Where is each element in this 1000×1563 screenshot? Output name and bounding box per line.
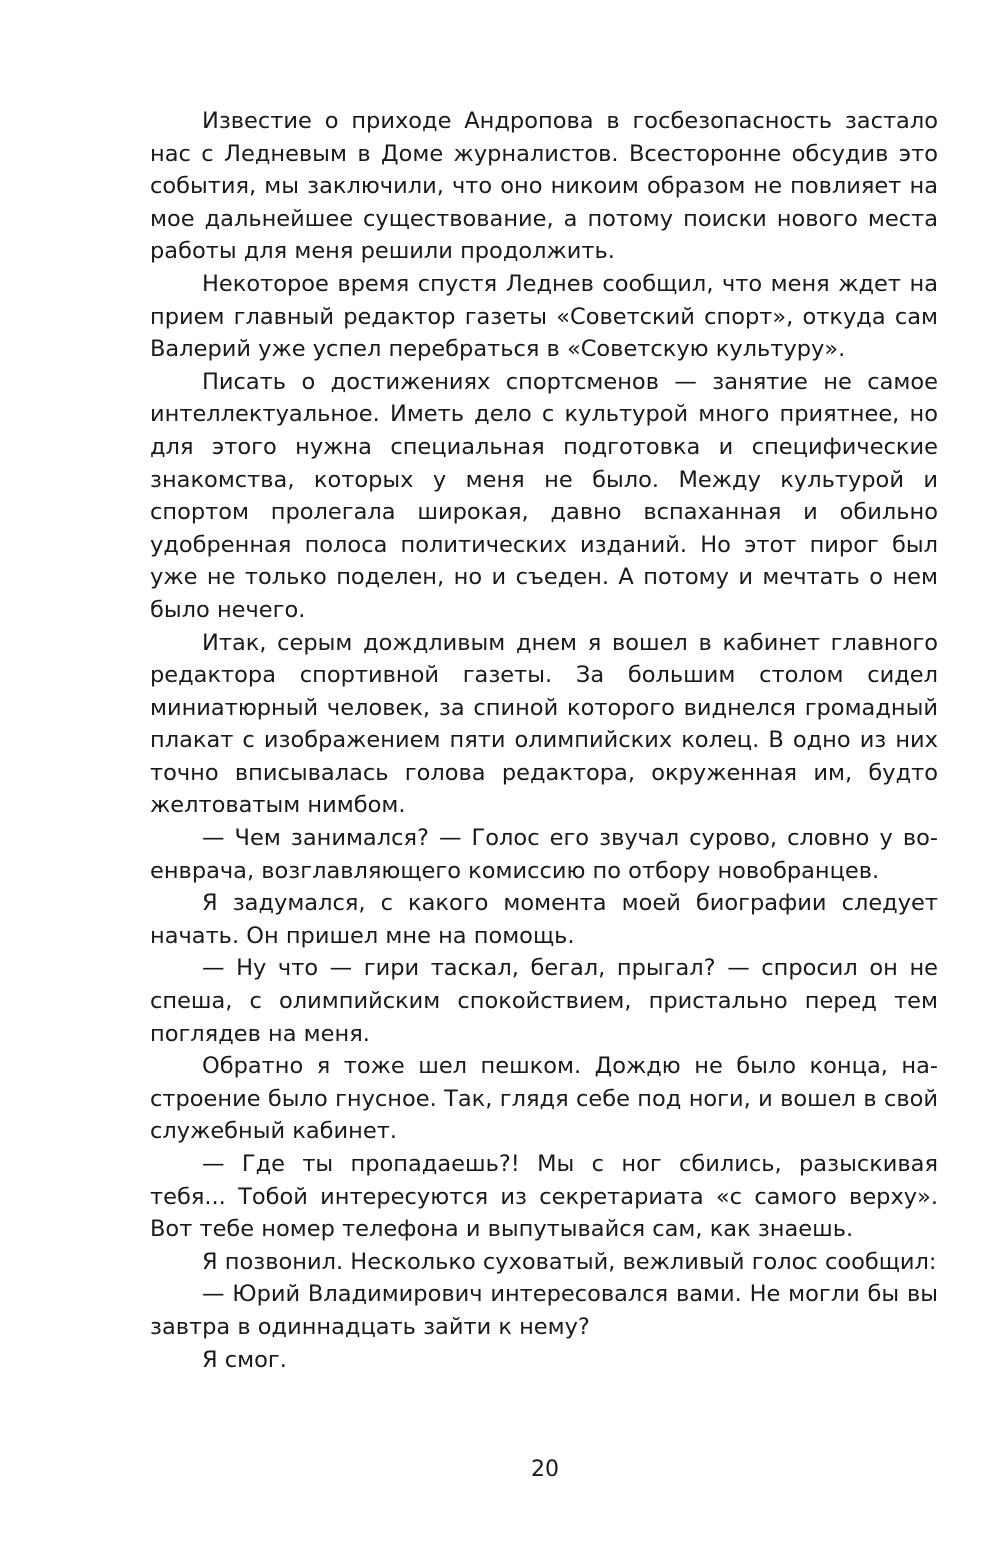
- paragraph: Я позвонил. Несколько суховатый, вежливый голос сообщил:: [202, 1248, 937, 1275]
- paragraph: Писать о достижениях спортсменов — занятие не самое интеллектуальное. Иметь дело с культурой много приятнее, но для этого нужна специальная подготовка и специфические знакомства, которых у меня не было. Между культурой и спортом пролегала широкая, давно вспаханная и обильно удобренная полоса политических изданий. Но этот пирог был уже не только поделен, но и съеден. А потому и мечтать о нем было нечего.: [150, 368, 938, 623]
- dialogue-paragraph: — Ну что — гири таскал, бегал, прыгал? — спросил он не спеша, с олимпийским спокойствием, пристально перед тем поглядев на меня.: [150, 955, 938, 1047]
- dialogue-paragraph: — Чем занимался? — Голос его звучал сурово, словно у военврача, возглавляющего комиссию по отбору новобранцев.: [150, 825, 938, 884]
- paragraph: Обратно я тоже шел пешком. Дождю не было конца, настроение было гнусное. Так, глядя себе под ноги, и вошел в свой служебный кабинет.: [150, 1053, 938, 1145]
- paragraph: Известие о приходе Андропова в госбезопасность застало нас с Ледневым в Доме журналистов. Всесторонне обсудив это события, мы заключили, что оно никоим образом не повлияет на мое дальнейшее существование, а потому поиски нового места работы для меня решили продолжить.: [150, 108, 938, 265]
- paragraph: Я задумался, с какого момента моей биографии следует начать. Он пришел мне на помощь.: [150, 890, 938, 949]
- book-page-text: [150, 105, 938, 1376]
- paragraph: Итак, серым дождливым днем я вошел в кабинет главного редактора спортивной газеты. За большим столом сидел миниатюрный человек, за спиной которого виднелся громадный плакат с изображением пяти олимпийских колец. В одно из них точно вписывалась голова редактора, окруженная им, будто желтоватым нимбом.: [150, 629, 938, 819]
- page-number: 20: [531, 1457, 559, 1482]
- dialogue-paragraph: — Где ты пропадаешь?! Мы с ног сбились, разыскивая тебя... Тобой интересуются из секретариата «с самого верху». Вот тебе номер телефона и выпутывайся сам, как знаешь.: [150, 1151, 938, 1243]
- paragraph: Я смог.: [202, 1346, 287, 1373]
- paragraph: Некоторое время спустя Леднев сообщил, что меня ждет на прием главный редактор газеты «Советский спорт», откуда сам Валерий уже успел перебраться в «Советскую культуру».: [150, 270, 938, 363]
- dialogue-paragraph: — Юрий Владимирович интересовался вами. Не могли бы вы завтра в одиннадцать зайти к нему?: [150, 1281, 938, 1340]
